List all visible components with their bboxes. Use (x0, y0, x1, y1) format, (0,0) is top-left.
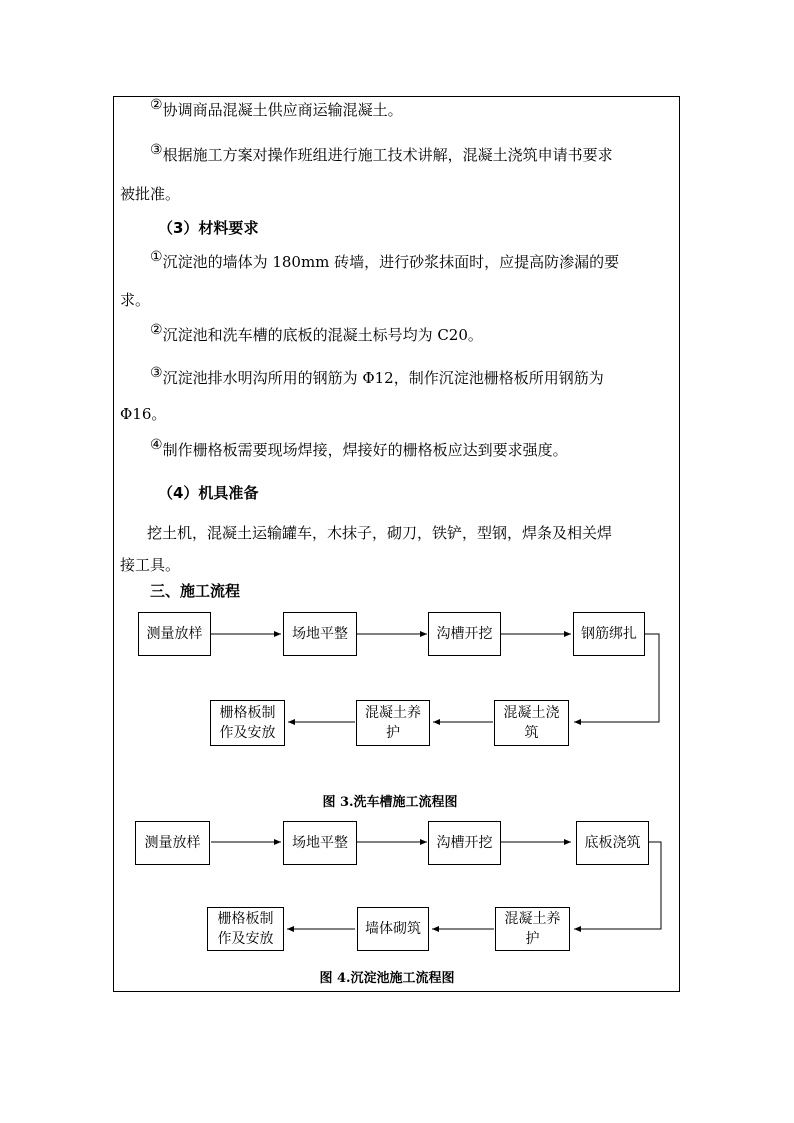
section3-heading: 三、施工流程 (150, 582, 241, 600)
flow1-step5-box: 混凝土浇筑 (494, 700, 569, 746)
flow1-step2-box: 场地平整 (283, 612, 357, 656)
item-number: ① (150, 249, 163, 265)
machinery-text-cont: 接工具。 (120, 556, 181, 574)
materials-item-2 (150, 322, 690, 346)
flow1-step3-box: 沟槽开挖 (428, 612, 501, 656)
item-number: ② (150, 322, 163, 338)
item-text: 沉淀池排水明沟所用的钢筋为 Φ12，制作沉淀池栅格板所用钢筋为 (162, 369, 604, 387)
item-number: ③ (150, 365, 163, 381)
materials-item-1-cont: 求。 (120, 291, 151, 309)
flow1-caption: 图 3.洗车槽施工流程图 (322, 795, 458, 810)
flow2-step2-box: 场地平整 (283, 821, 357, 865)
item-number: ③ (150, 142, 163, 158)
intro-item-3 (150, 142, 690, 166)
item-text: 制作栅格板需要现场焊接，焊接好的栅格板应达到要求强度。 (162, 441, 568, 459)
machinery-text: 挖土机，混凝土运输罐车，木抹子，砌刀，铁铲，型钢，焊条及相关焊 (147, 524, 613, 542)
flow2-step5-box: 混凝土养护 (495, 907, 570, 951)
flow2-step3-box: 沟槽开挖 (428, 821, 501, 865)
item-text: 根据施工方案对操作班组进行施工技术讲解，混凝土浇筑申请书要求 (162, 146, 613, 164)
flow2-step7-box: 栅格板制作及安放 (207, 907, 284, 951)
flow1-step6-box: 混凝土养护 (356, 700, 430, 746)
flow1-step4-box: 钢筋绑扎 (573, 612, 645, 656)
intro-item-3-cont: 被批准。 (120, 185, 181, 203)
flow2-caption: 图 4.沉淀池施工流程图 (319, 971, 455, 986)
flow2-step1-box: 测量放样 (135, 821, 210, 865)
flow1-step1-box: 测量放样 (138, 612, 211, 656)
materials-item-3-cont: Φ16。 (120, 405, 167, 423)
item-text: 协调商品混凝土供应商运输混凝土。 (162, 101, 403, 119)
item-text: 沉淀池和洗车槽的底板的混凝土标号均为 C20。 (162, 326, 483, 344)
materials-item-1 (150, 249, 690, 273)
materials-item-4 (150, 437, 690, 461)
flow1-step7-box: 栅格板制作及安放 (210, 700, 285, 746)
materials-heading: （3）材料要求 (158, 219, 259, 237)
item-text: 沉淀池的墙体为 180mm 砖墙，进行砂浆抹面时，应提高防渗漏的要 (162, 253, 620, 271)
flow2-step4-box: 底板浇筑 (576, 821, 649, 865)
machinery-heading: （4）机具准备 (158, 484, 259, 502)
item-number: ④ (150, 437, 163, 453)
flow2-step6-box: 墙体砌筑 (357, 907, 429, 951)
item-number: ② (150, 97, 163, 113)
materials-item-3 (150, 365, 690, 389)
intro-item-2 (150, 97, 690, 121)
